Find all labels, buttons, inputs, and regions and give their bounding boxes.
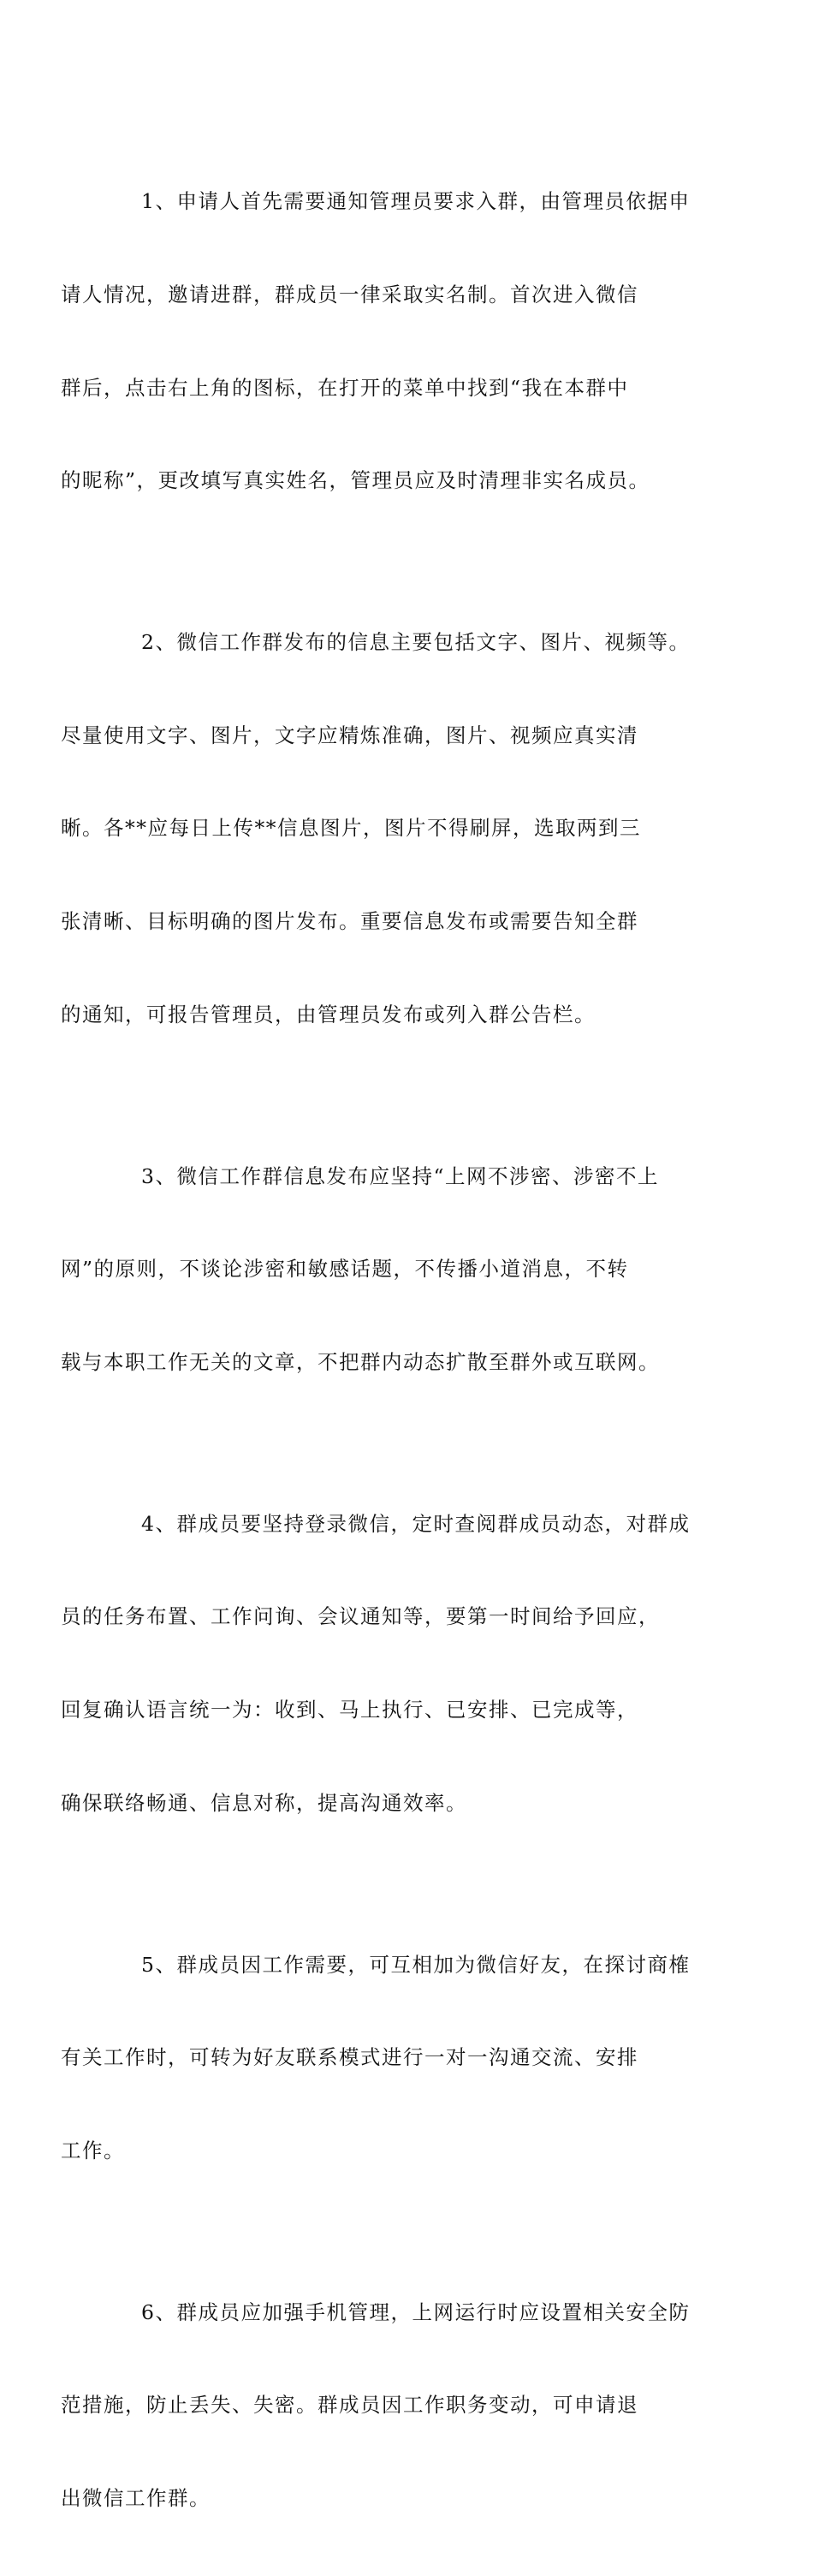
text-line: 载与本职工作无关的文章，不把群内动态扩散至群外或互联网。 bbox=[61, 1349, 660, 1374]
text-line: 的通知，可报告管理员，由管理员发布或列入群公告栏。 bbox=[61, 1002, 596, 1026]
paragraph-1 bbox=[61, 124, 710, 558]
text-line: 出微信工作群。 bbox=[61, 2485, 211, 2510]
paragraph-5 bbox=[61, 1887, 710, 2228]
paragraph-6 bbox=[61, 2234, 710, 2575]
text-line: 晰。各**应每日上传**信息图片，图片不得刷屏，选取两到三 bbox=[61, 816, 641, 841]
text-line: 员的任务布置、工作问询、会议通知等，要第一时间给予回应， bbox=[61, 1604, 660, 1629]
text-line: 尽量使用文字、图片，文字应精炼准确，图片、视频应真实清 bbox=[61, 723, 638, 747]
text-line: 5、群成员因工作需要，可互相加为微信好友，在探讨商榷 bbox=[141, 1952, 691, 1977]
text-line: 确保联络畅通、信息对称，提高沟通效率。 bbox=[61, 1790, 467, 1815]
text-line: 回复确认语言统一为：收到、马上执行、已安排、已完成等， bbox=[61, 1697, 638, 1722]
paragraph-4 bbox=[61, 1446, 710, 1880]
text-line: 群后，点击右上角的图标，在打开的菜单中找到“我在本群中 bbox=[61, 375, 629, 400]
text-line: 请人情况，邀请进群，群成员一律采取实名制。首次进入微信 bbox=[61, 283, 638, 306]
text-line: 有关工作时，可转为好友联系模式进行一对一沟通交流、安排 bbox=[61, 2045, 638, 2070]
text-line: 网”的原则，不谈论涉密和敏感话题，不传播小道消息，不转 bbox=[61, 1257, 629, 1282]
text-line: 1、申请人首先需要通知管理员要求入群，由管理员依据申 bbox=[141, 189, 691, 214]
text-line: 4、群成员要坚持登录微信，定时查阅群成员动态，对群成 bbox=[141, 1511, 691, 1536]
text-line: 6、群成员应加强手机管理，上网运行时应设置相关安全防 bbox=[141, 2299, 691, 2324]
text-line: 2、微信工作群发布的信息主要包括文字、图片、视频等。 bbox=[141, 630, 691, 655]
paragraph-2 bbox=[61, 565, 710, 1092]
text-line: 3、微信工作群信息发布应坚持“上网不涉密、涉密不上 bbox=[141, 1163, 659, 1188]
document-body bbox=[61, 124, 710, 2576]
text-line: 范措施，防止丢失、失密。群成员因工作职务变动，可申请退 bbox=[61, 2393, 638, 2418]
text-line: 的昵称”，更改填写真实姓名，管理员应及时清理非实名成员。 bbox=[61, 468, 650, 493]
text-line: 工作。 bbox=[61, 2138, 125, 2163]
paragraph-3 bbox=[61, 1098, 710, 1439]
text-line: 张清晰、目标明确的图片发布。重要信息发布或需要告知全群 bbox=[61, 908, 638, 933]
